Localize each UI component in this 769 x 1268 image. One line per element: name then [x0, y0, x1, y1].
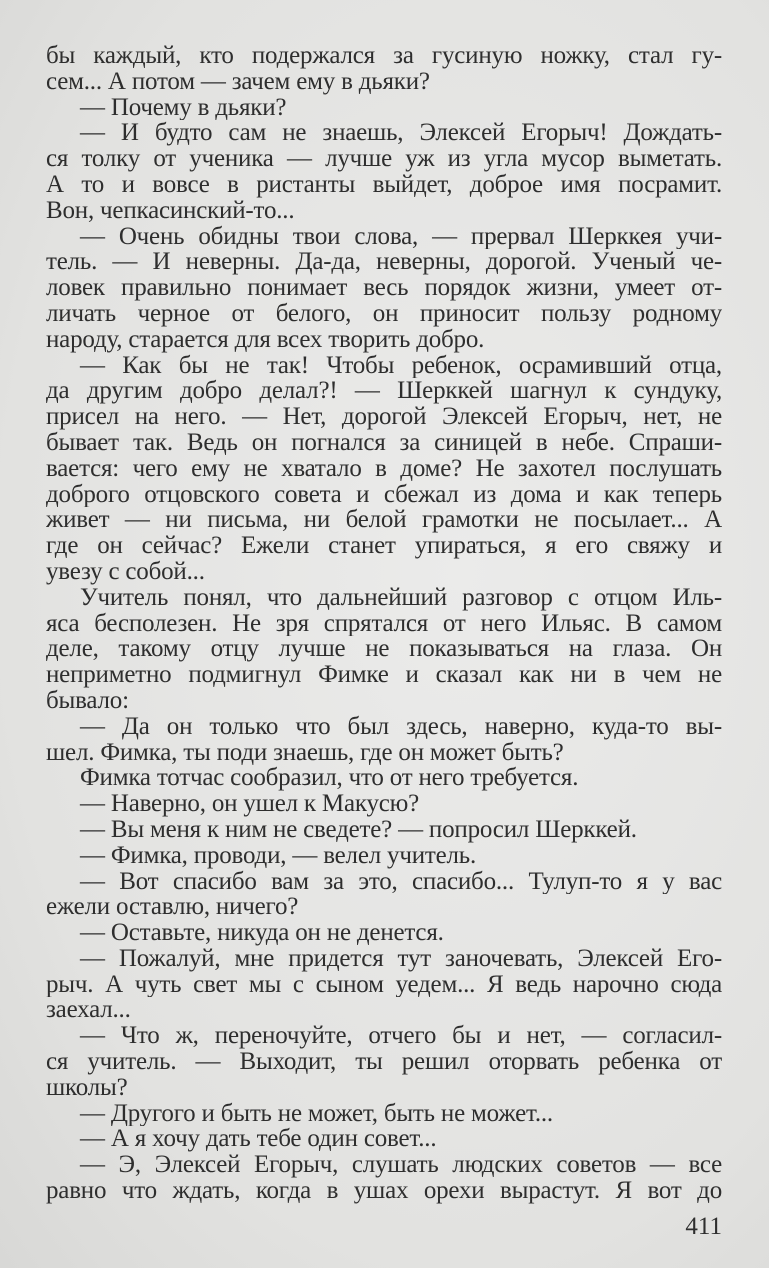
text-line: яса бесполезен. Не зря спрятался от него Ильяс. В самом [46, 610, 722, 637]
text-line: — Пожалуй, мне придется тут заночевать, Элексей Его- [80, 945, 722, 972]
text-line: бывало: [46, 687, 129, 714]
text-line: личать черное от белого, он приносит пользу родному [46, 300, 722, 327]
text-line: народу, старается для всех творить добро. [46, 326, 485, 353]
text-line: вается: чего ему не хватало в доме? Не захотел послушать [46, 455, 722, 482]
body-text [46, 43, 722, 1204]
text-line: заехал... [46, 997, 131, 1024]
text-line: увезу с собой... [46, 558, 205, 585]
text-line: сем... А потом — зачем ему в дьяки? [46, 68, 430, 95]
text-line: доброго отцовского совета и сбежал из дома и как теперь [46, 481, 722, 508]
text-line: — Очень обидны твои слова, — прервал Шерккея учи- [80, 223, 722, 250]
text-line: — Вот спасибо вам за это, спасибо... Тулуп-то я у вас [80, 868, 722, 895]
text-line: равно что ждать, когда в ушах орехи вырастут. Я вот до [46, 1178, 722, 1204]
text-line: — Что ж, переночуйте, отчего бы и нет, — согласил- [80, 1023, 722, 1050]
text-line: — Э, Элексей Егорыч, слушать людских советов — все [80, 1152, 722, 1179]
text-line: А то и вовсе в ристанты выйдет, доброе имя посрамит. [46, 171, 722, 198]
text-line: рыч. А чуть свет мы с сыном уедем... Я ведь нарочно сюда [46, 971, 722, 998]
text-line: — Вы меня к ним не сведете? — попросил Шерккей. [80, 816, 637, 843]
text-line: — Другого и быть не может, быть не может... [80, 1100, 553, 1127]
text-line: да другим добро делал?! — Шерккей шагнул к сундуку, [46, 378, 722, 405]
text-line: — Наверно, он ушел к Макусю? [80, 791, 420, 817]
text-line: школы? [46, 1074, 128, 1101]
text-line: — Фимка, проводи, — велел учитель. [80, 842, 477, 869]
text-line: — Да он только что был здесь, наверно, куда-то вы- [80, 713, 722, 740]
text-line: шел. Фимка, ты поди знаешь, где он может быть? [46, 739, 564, 766]
text-line: — Оставьте, никуда он не денется. [80, 920, 444, 946]
text-line: ежели оставлю, ничего? [46, 894, 299, 921]
text-line: ловек правильно понимает весь порядок жизни, умеет от- [46, 275, 722, 301]
text-line: Учитель понял, что дальнейший разговор с отцом Иль- [80, 584, 722, 611]
text-line: — И будто сам не знаешь, Элексей Егорыч! Дождать- [80, 120, 722, 147]
text-line: — А я хочу дать тебе один совет... [80, 1126, 437, 1153]
text-line: ся толку от ученика — лучше уж из угла мусор выметать. [46, 146, 722, 172]
text-line: Вон, чепкасинский-то... [46, 197, 295, 224]
page-number: 411 [685, 1213, 722, 1240]
text-line: живет — ни письма, ни белой грамотки не посылает... А [46, 507, 722, 534]
text-line: присел на него. — Нет, дорогой Элексей Егорыч, нет, не [46, 404, 722, 430]
text-line: — Почему в дьяки? [80, 94, 287, 121]
text-line: где он сейчас? Ежели станет упираться, я его свяжу и [46, 533, 722, 559]
text-line: — Как бы не так! Чтобы ребенок, осрамивший отца, [80, 352, 722, 379]
text-line: тель. — И неверны. Да-да, неверны, дорогой. Ученый че- [46, 249, 722, 276]
text-line: Фимка тотчас сообразил, что от него требуется. [80, 765, 579, 792]
text-line: бывает так. Ведь он погнался за синицей в небе. Спраши- [46, 429, 722, 456]
text-line: ся учитель. — Выходит, ты решил оторвать ребенка от [46, 1049, 722, 1075]
text-line: неприметно подмигнул Фимке и сказал как ни в чем не [46, 662, 722, 688]
text-line: деле, такому отцу лучше не показываться на глаза. Он [46, 636, 722, 663]
text-line: бы каждый, кто подержался за гусиную ножку, стал гу- [46, 43, 722, 69]
